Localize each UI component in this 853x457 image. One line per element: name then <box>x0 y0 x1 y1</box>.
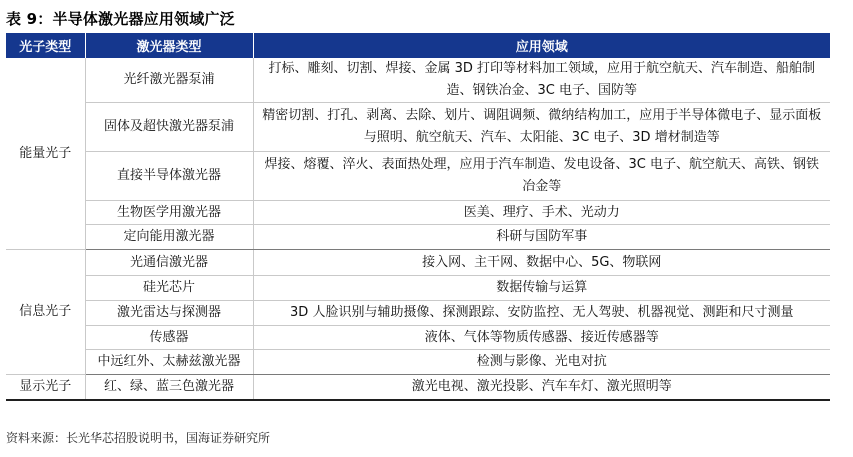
header-photon-type: 光子类型 <box>6 33 85 58</box>
category-cell: 显示光子 <box>6 375 85 400</box>
table-row <box>6 225 830 250</box>
table-row <box>6 350 830 375</box>
application-cell: 焊接、熔覆、淬火、表面热处理，应用于汽车制造、发电设备、3C 电子、航空航天、高铁、钢铁冶金等 <box>253 152 830 201</box>
source-note: 资料来源：长光华芯招股说明书，国海证券研究所 <box>6 431 271 445</box>
laser-type-cell: 传感器 <box>85 326 253 350</box>
table-row <box>6 326 830 350</box>
table-row <box>6 375 830 400</box>
category-cell: 信息光子 <box>6 250 85 375</box>
application-cell: 接入网、主干网、数据中心、5G、物联网 <box>253 250 830 276</box>
table-caption: 表 9：半导体激光器应用领域广泛 <box>6 10 235 28</box>
category-cell: 能量光子 <box>6 58 85 250</box>
laser-type-cell: 固体及超快激光器泵浦 <box>85 103 253 152</box>
table-row <box>6 58 830 103</box>
header-row <box>6 33 830 58</box>
application-cell: 打标、雕刻、切割、焊接、金属 3D 打印等材料加工领域，应用于航空航天、汽车制造、船舶制造、钢铁冶金、3C 电子、国防等 <box>253 58 830 103</box>
laser-type-cell: 光通信激光器 <box>85 250 253 276</box>
application-cell: 精密切割、打孔、剥离、去除、划片、调阻调频、微纳结构加工，应用于半导体微电子、显示面板与照明、航空航天、汽车、太阳能、3C 电子、3D 增材制造等 <box>253 103 830 152</box>
table-row <box>6 152 830 201</box>
application-cell: 科研与国防军事 <box>253 225 830 250</box>
laser-type-cell: 激光雷达与探测器 <box>85 301 253 326</box>
application-cell: 医美、理疗、手术、光动力 <box>253 201 830 225</box>
laser-type-cell: 中远红外、太赫兹激光器 <box>85 350 253 375</box>
application-cell: 3D 人脸识别与辅助摄像、探测跟踪、安防监控、无人驾驶、机器视觉、测距和尺寸测量 <box>253 301 830 326</box>
application-cell: 数据传输与运算 <box>253 276 830 301</box>
table-row <box>6 201 830 225</box>
header-application: 应用领域 <box>253 33 830 58</box>
application-cell: 液体、气体等物质传感器、接近传感器等 <box>253 326 830 350</box>
laser-type-cell: 硅光芯片 <box>85 276 253 301</box>
laser-type-cell: 光纤激光器泵浦 <box>85 58 253 103</box>
laser-type-cell: 定向能用激光器 <box>85 225 253 250</box>
application-cell: 激光电视、激光投影、汽车车灯、激光照明等 <box>253 375 830 400</box>
table-row <box>6 103 830 152</box>
laser-application-table <box>6 33 830 401</box>
table-row <box>6 301 830 326</box>
laser-type-cell: 红、绿、蓝三色激光器 <box>85 375 253 400</box>
table-row <box>6 250 830 276</box>
laser-type-cell: 生物医学用激光器 <box>85 201 253 225</box>
laser-type-cell: 直接半导体激光器 <box>85 152 253 201</box>
header-laser-type: 激光器类型 <box>85 33 253 58</box>
application-cell: 检测与影像、光电对抗 <box>253 350 830 375</box>
table-row <box>6 276 830 301</box>
